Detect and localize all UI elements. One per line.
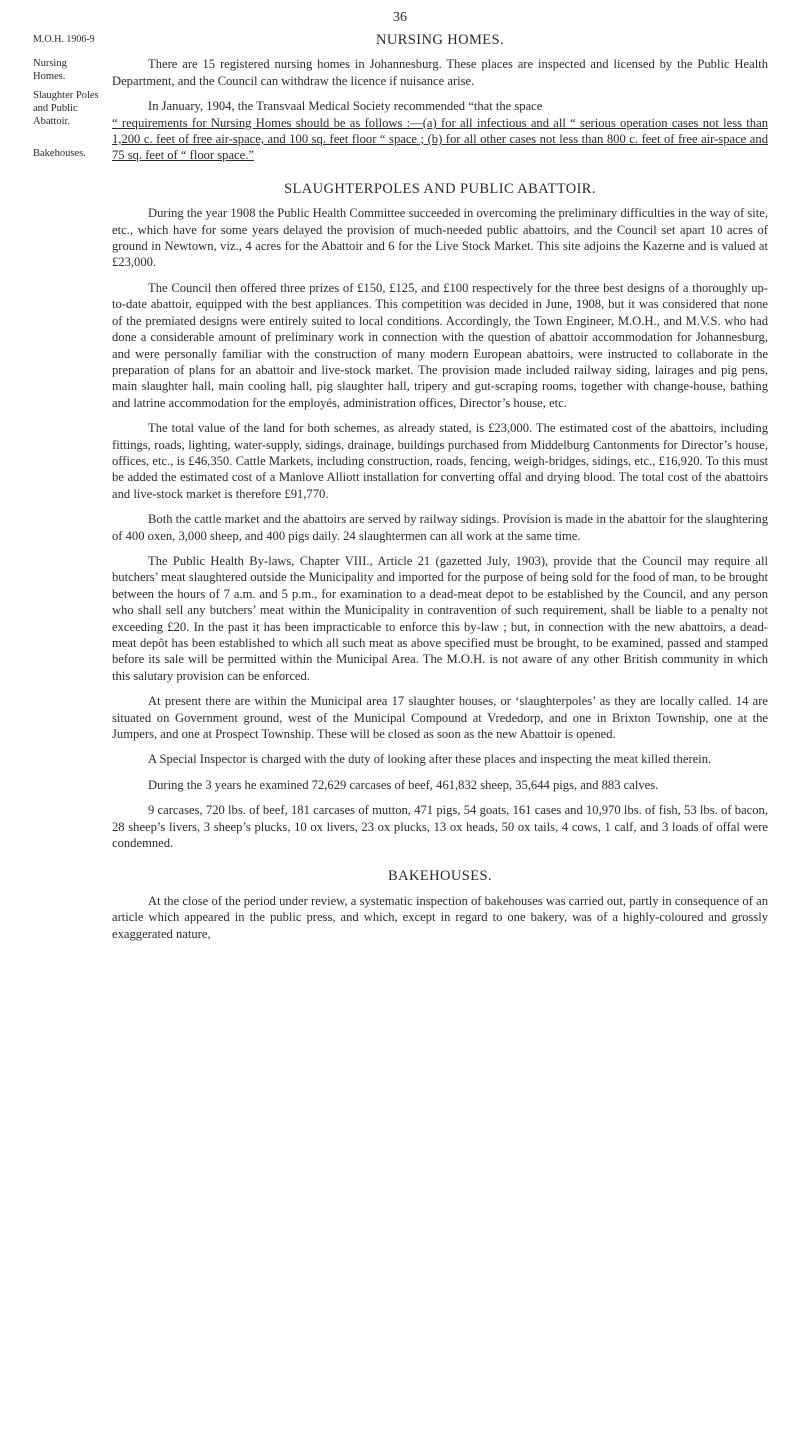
quoted-requirements — [112, 115, 768, 164]
paragraph: 9 carcases, 720 lbs. of beef, 181 carcases of mutton, 471 pigs, 54 goats, 161 cases and 10,970 lbs. of fish, 53 lbs. of bacon, 28 sheep’s livers, 3 sheep’s plucks, 10 ox livers, 23 ox plucks, 13 ox heads, 50 ox tails, 4 cows, 1 calf, and 3 loads of offal were condemned. — [112, 803, 768, 851]
paragraph: During the year 1908 the Public Health Committee succeeded in overcoming the preliminary difficulties in the way of site, etc., which have for some years delayed the provision of much-needed public abattoirs, and the Council set apart 10 acres of ground in Newtown, viz., 4 acres for the Abattoir and 6 for the Live Stock Market. This site adjoins the Kazerne and is valued at £23,000. — [112, 206, 768, 270]
paragraph: During the 3 years he examined 72,629 carcases of beef, 461,832 sheep, 35,644 pigs, and 883 calves. — [148, 777, 659, 792]
paragraph: The Public Health By-laws, Chapter VIII., Article 21 (gazetted July, 1903), provide that the Council may require all butchers’ meat slaughtered outside the Municipality and imported for the purpose of being sold for the food of man, to be brought between the hours of 7 a.m. and 5 p.m., for examination to a dead-meat depot to be established by the Council, and any person who shall sell any butchers’ meat within the Municipality in contravention of such requirement, shall be liable to a penalty not exceeding £20. In the past it has been impracticable to enforce this by-law ; but, in connection with the new abattoirs, a dead-meat depôt has been established to which all such meat as above specified must be brought, to be examined, passed and stamped before its sale will be permitted within the Municipal Area. The M.O.H. is not aware of any other British community in which this salutary provision can be enforced. — [112, 553, 768, 683]
margin-header: M.O.H. 1906-9 — [33, 34, 95, 45]
paragraph: A Special Inspector is charged with the duty of looking after these places and inspecting the meat killed therein. — [148, 752, 712, 767]
underlined-text: “ requirements for Nursing Homes should be as follows :—(a) for all infectious and all “ serious operation cases not less than 1,200 c. feet of free air-space, and 100 sq. feet floor “ space ; (b) for all other cases not less than 800 c. feet of free air-space and 75 sq. feet of “ floor space.” — [112, 115, 768, 163]
margin-note-nursing: Nursing Homes. — [33, 58, 67, 82]
section-heading-slaughterpoles: SLAUGHTERPOLES AND PUBLIC ABATTOIR. — [284, 180, 596, 197]
page-number: 36 — [393, 10, 407, 25]
page-body — [112, 32, 768, 951]
margin-note-bakehouses: Bakehouses. — [33, 148, 86, 159]
paragraph: The Council then offered three prizes of £150, £125, and £100 respectively for the three best designs of a thoroughly up-to-date abattoir, equipped with the best appliances. This competition was decided in June, 1908, but it was considered that none of the premiated designs were entirely suited to local conditions. Accordingly, the Town Engineer, M.O.H., and M.V.S. who had done a considerable amount of preliminary work in connection with the question of abattoir accommodation for Johannesburg, and were personally familiar with the construction of many modern European abattoirs, were instructed to collaborate in the preparation of plans for an abattoir and live-stock market. The provision made included railway siding, lairages and pig pens, main slaughter hall, main cooling hall, pig slaughter hall, tripery and gut-scraping rooms, together with change-house, bathing and latrine accommodation for the employés, administration offices, Director’s house, etc. — [112, 280, 768, 410]
paragraph: In January, 1904, the Transvaal Medical Society recommended “that the space — [148, 99, 543, 114]
paragraph: There are 15 registered nursing homes in Johannesburg. These places are inspected and licensed by the Public Health Department, and the Council can withdraw the licence if nuisance arise. — [112, 57, 768, 88]
section-heading-nursing-homes: NURSING HOMES. — [375, 32, 505, 48]
paragraph: The total value of the land for both schemes, as already stated, is £23,000. The estimated cost of the abattoirs, including fittings, roads, lighting, water-supply, sidings, drainage, buildings purchased from Middelburg Cantonments for Director’s house, offices, etc., is £46,350. Cattle Markets, including construction, roads, fencing, weigh-bridges, sidings, etc., £16,920. To this must be added the estimated cost of a Manlove Alliott installation for converting offal and drying blood. The total cost of the abattoirs and live-stock market is therefore £91,770. — [112, 421, 768, 501]
margin-note-slaughter: Slaughter Poles and Public Abattoir. — [33, 90, 99, 127]
section-heading-bakehouses: BAKEHOUSES. — [388, 868, 492, 885]
paragraph: At the close of the period under review, a systematic inspection of bakehouses was carried out, partly in consequence of an article which appeared in the public press, and which, except in regard to one bakery, was of a highly-coloured and grossly exaggerated nature, — [112, 893, 768, 941]
paragraph: At present there are within the Municipal area 17 slaughter houses, or ‘slaughterpoles’ as they are locally called. 14 are situated on Government ground, west of the Municipal Compound at Vrededorp, and one in Brixton Township, one at the Jumpers, and one at Prospect Township. These will be closed as soon as the new Abattoir is opened. — [112, 694, 768, 742]
paragraph: Both the cattle market and the abattoirs are served by railway sidings. Provision is made in the abattoir for the slaughtering of 400 oxen, 3,000 sheep, and 400 pigs daily. 24 slaughtermen can all work at the same time. — [112, 512, 768, 543]
